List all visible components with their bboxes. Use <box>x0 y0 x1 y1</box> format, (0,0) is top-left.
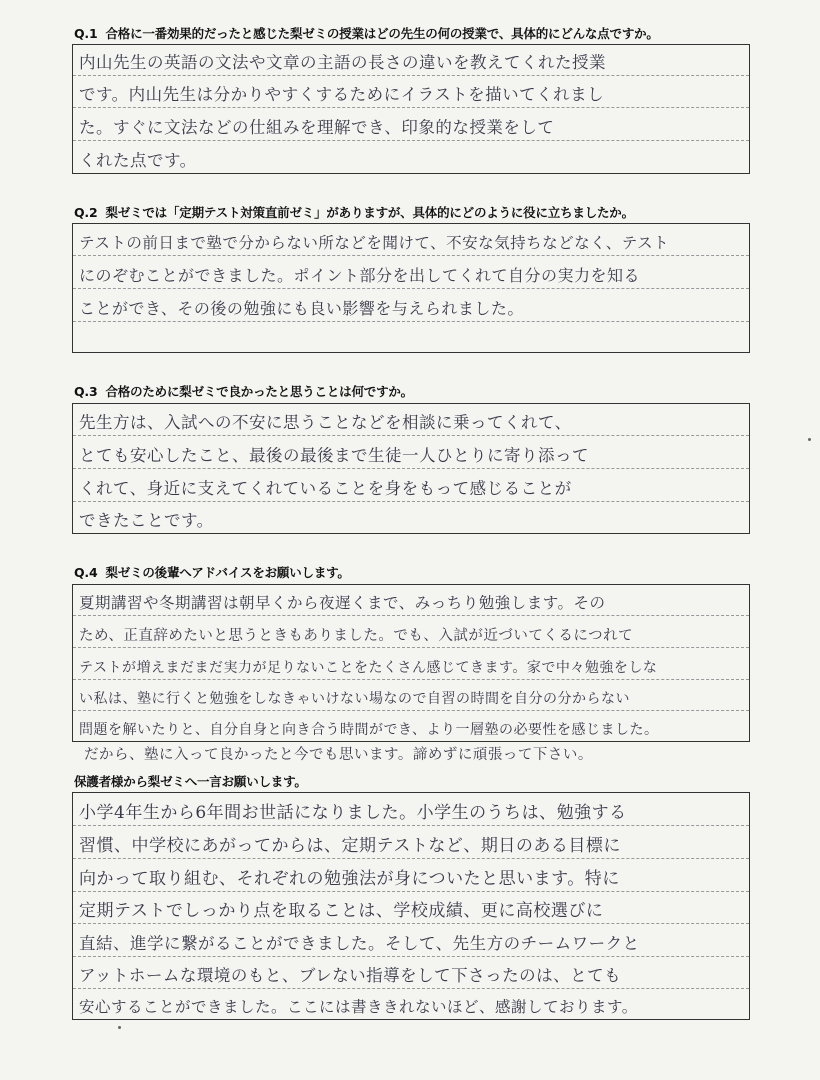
scan-speck <box>118 1026 121 1029</box>
q1-answer-box <box>72 44 750 174</box>
q2-number: Q.2 <box>74 205 98 220</box>
q3-number: Q.3 <box>74 384 98 399</box>
q1-title <box>74 24 659 42</box>
answer-line: とても安心したこと、最後の最後まで生徒一人ひとりに寄り添って <box>73 436 749 469</box>
answer-line: アットホームな環境のもと、ブレない指導をして下さったのは、とても <box>73 957 749 989</box>
answer-line: ことができ、その後の勉強にも良い影響を与えられました。 <box>73 289 749 322</box>
answer-line: くれた点です。 <box>79 151 197 170</box>
answer-line: です。内山先生は分かりやすくするためにイラストを描いてくれまし <box>73 76 749 108</box>
q4-title <box>74 563 350 581</box>
q3-question: 合格のために梨ゼミで良かったと思うことは何ですか。 <box>105 384 413 399</box>
parent-answer-box <box>72 792 750 1020</box>
answer-line: 安心することができました。ここには書ききれないほど、感謝しております。 <box>79 998 638 1016</box>
answer-line: 直結、進学に繋がることができました。そして、先生方のチームワークと <box>73 924 749 957</box>
answer-line: 定期テストでしっかり点を取ることは、学校成績、更に高校選びに <box>73 892 749 924</box>
answer-line: 夏期講習や冬期講習は朝早くから夜遅くまで、みっちり勉強します。その <box>73 585 749 616</box>
q2-title <box>74 203 634 221</box>
answer-line: テストが増えまだまだ実力が足りないことをたくさん感じてきます。家で中々勉強をしな <box>73 648 749 680</box>
answer-line: 先生方は、入試への不安に思うことなどを相談に乗ってくれて、 <box>73 404 749 436</box>
q4-question: 梨ゼミの後輩へアドバイスをお願いします。 <box>105 565 350 580</box>
q4-answer-box <box>72 584 750 742</box>
q3-answer-box <box>72 403 750 534</box>
q2-question: 梨ゼミでは「定期テスト対策直前ゼミ」がありますが、具体的にどのように役に立ちましたか。 <box>105 205 634 220</box>
answer-line <box>73 322 749 352</box>
q4-number: Q.4 <box>74 565 98 580</box>
answer-line: 習慣、中学校にあがってからは、定期テストなど、期日のある目標に <box>73 826 749 859</box>
answer-line: できたことです。 <box>79 511 214 530</box>
scan-speck <box>808 438 811 441</box>
answer-line: い私は、塾に行くと勉強をしなきゃいけない場なので自習の時間を自分の分からない <box>73 680 749 711</box>
q2-answer-box <box>72 223 750 353</box>
answer-line: 小学4年生から6年間お世話になりました。小学生のうちは、勉強する <box>73 793 749 826</box>
q4-extra-line: だから、塾に入って良かったと今でも思います。諦めずに頑張って下さい。 <box>84 747 593 763</box>
answer-line: 問題を解いたりと、自分自身と向き合う時間ができ、より一層塾の必要性を感じました。 <box>79 722 659 738</box>
answer-line: 向かって取り組む、それぞれの勉強法が身についたと思います。特に <box>73 859 749 892</box>
answer-line: ため、正直辞めたいと思うときもありました。でも、入試が近づいてくるにつれて <box>73 616 749 648</box>
answer-line: にのぞむことができました。ポイント部分を出してくれて自分の実力を知る <box>73 256 749 289</box>
parent-question: 保護者様から梨ゼミへ一言お願いします。 <box>74 774 307 789</box>
parent-title <box>74 772 307 790</box>
q1-question: 合格に一番効果的だったと感じた梨ゼミの授業はどの先生の何の授業で、具体的にどんな点ですか。 <box>105 26 659 41</box>
answer-line: くれて、身近に支えてくれていることを身をもって感じることが <box>73 469 749 502</box>
q1-number: Q.1 <box>74 26 98 41</box>
answer-line: テストの前日まで塾で分からない所などを聞けて、不安な気持ちなどなく、テスト <box>73 224 749 256</box>
answer-line: 内山先生の英語の文法や文章の主語の長さの違いを教えてくれた授業 <box>73 45 749 76</box>
answer-line: た。すぐに文法などの仕組みを理解でき、印象的な授業をして <box>73 108 749 141</box>
q3-title <box>74 382 413 400</box>
